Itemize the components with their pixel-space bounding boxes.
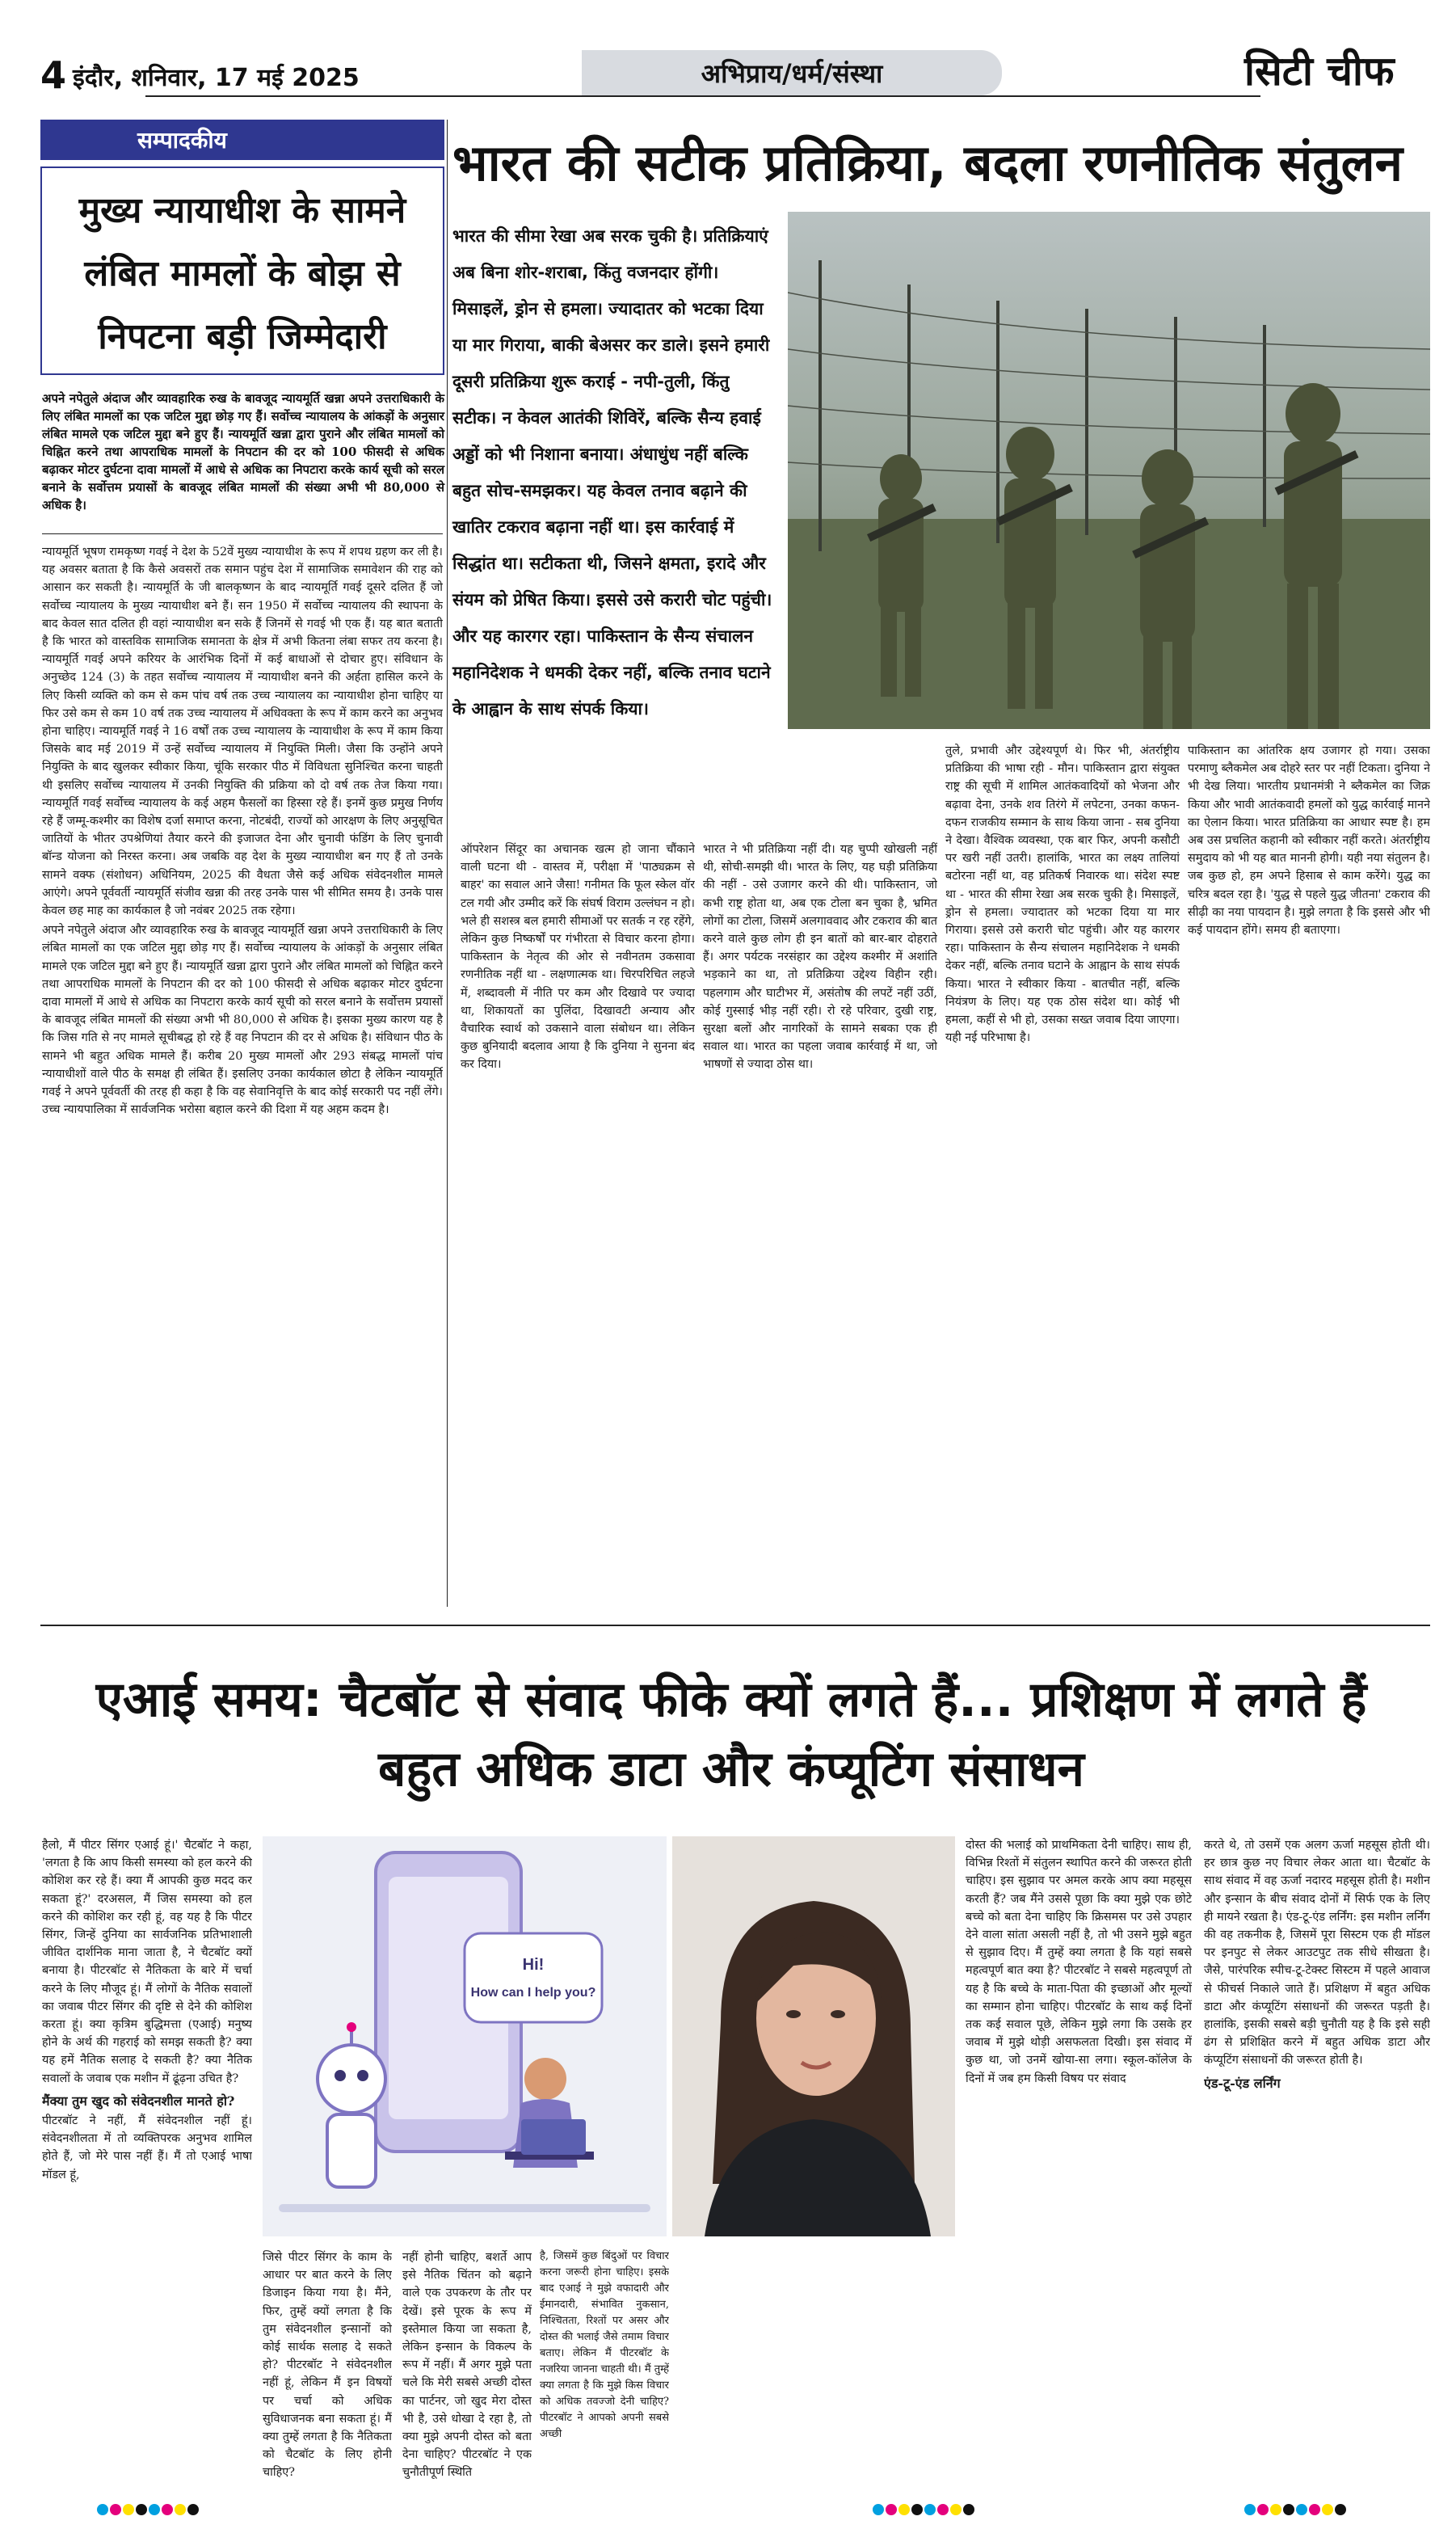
editorial-column-rule bbox=[447, 120, 448, 1607]
main-col-3: तुले, प्रभावी और उद्देश्यपूर्ण थे। फिर भी, अंतर्राष्ट्रीय प्रतिक्रिया की भाषा रही - मौन। पाकिस्तान द्वारा संयुक्त राष्ट्र की सूची में शामिल आतंकवादियों को भेजना और बढ़ावा देना, उनके शव तिरंगे में लपेटना, उनका कफन-दफन राजकीय सम्मान के साथ किया जाना - सब दुनिया ने देखा। वैश्विक व्यवस्था, एक बार फिर, अपनी कसौटी पर खरी नहीं उतरी। हालांकि, भारत का लक्ष्य तालियां बटोरना नहीं था, वह प्रतिकर्ष निवारक था। संदेश स्पष्ट था - भारत की सीमा रेखा अब सरक चुकी है। मिसाइलें, ड्रोन से हमला। ज्यादातर को भटका दिया या मार गिराया। इससे उसे करारी चोट पहुंची। और यह कारगर रहा। पाकिस्तान के सैन्य संचालन महानिदेशक ने धमकी देकर नहीं, बल्कि तनाव घटाने के आह्वान के साथ संपर्क किया। भारत ने स्वीकार किया - बातचीत नहीं, बल्कि नियंत्रण के लिए। यह एक ठोस संदेश था। कोई भी हमला, कहीं से भी हो, उसका सख्त जवाब दिया जाएगा। यही नई परिभाषा है। bbox=[945, 744, 1180, 1045]
editorial-divider bbox=[42, 533, 443, 534]
ai-col-1 bbox=[42, 1836, 252, 2491]
header-rule bbox=[145, 95, 1260, 97]
editorial-body bbox=[42, 543, 443, 1602]
ai-subhead-end-to-end: एंड-टू-एंड लर्निंग bbox=[1204, 2075, 1281, 2091]
editorial-tag: सम्पादकीय bbox=[40, 120, 444, 160]
soldiers-patrol-image bbox=[788, 212, 1430, 729]
print-color-strip-left bbox=[97, 2504, 199, 2515]
ai-col-2: जिसे पीटर सिंगर के काम के आधार पर बात करने के लिए डिजाइन किया गया है। मैंने, फिर, तुम्हें क्यों लगता है कि तुम संवेदनशील इन्सानों को कोई सार्थक सलाह दे सकते हो? पीटरबॉट ने संवेदनशील नहीं हूं, लेकिन मैं इन विषयों पर चर्चा को अधिक सुविधाजनक बना सकता हूं। मैं क्या तुम्हें लगता है कि नैतिकता को चैटबॉट के लिए होनी चाहिए? bbox=[263, 2251, 392, 2480]
ai-col-4: दोस्त की भलाई को प्राथमिकता देनी चाहिए। साथ ही, विभिन्न रिश्तों में संतुलन स्थापित करने की जरूरत होती चाहिए। इस सुझाव पर अमल करके आप क्या महसूस करती हैं? जब मैंने उससे पूछा कि क्या मुझे एक छोटे बच्चे को बता देना चाहिए कि क्रिसमस पर उसे उपहार देने वाला सांता असली नहीं है, तो भी उसने मुझे बहुत से सुझाव दिए। मैं तुम्हें क्या लगता है कि यहां सबसे महत्वपूर्ण बात क्या है? पीटरबॉट ने सबसे महत्वपूर्ण तो यह है कि बच्चे के माता-पिता की इच्छाओं और मूल्यों का सम्मान होना चाहिए। पीटरबॉट के साथ कई दिनों तक कई सवाल पूछे, लेकिन मुझे लगा कि उसके हर जवाब में मुझे थोड़ी असफलता दिखी। इस संवाद में कुछ था, जो उनमें खोया-सा लगा। स्कूल-कॉलेज के दिनों में जब हम किसी विषय पर संवाद bbox=[966, 1839, 1192, 2085]
main-col-1: ऑपरेशन सिंदूर का अचानक खत्म हो जाना चौंकाने वाली घटना थी - वास्तव में, परीक्षा में 'पाठ्यक्रम से बाहर' का सवाल आने जैसा! गनीमत कि फूल स्केल वॉर टल गयी और उम्मीद करें कि संघर्ष विराम उल्लंघन न हो। भले ही सशस्त्र बल हमारी सीमाओं पर सतर्क न रह रहेंगे, लेकिन कुछ निष्कर्षों पर गंभीरता से विचार करना होगा। पाकिस्तान के नेतृत्व की ओर से नवीनतम उकसावा रणनीतिक नहीं था - लक्षणात्मक था। चिरपरिचित लहजे में, शब्दावली में नीति पर कम और दिखावे पर ज्यादा था, शिकायतों का पुलिंदा, दिखावटी अन्याय और वैचारिक स्वार्थ को उकसाने वाला संबोधन था। लेकिन कुछ बुनियादी बदलाव आया है कि दुनिया ने सुनना बंद कर दिया। bbox=[461, 843, 695, 1072]
ai-col-1-tail: पीटरबॉट ने नहीं, मैं संवेदनशील नहीं हूं। संवेदनशीलता में तो व्यक्तिपरक अनुभव शामिल होते हैं, जो मेरे पास नहीं हैं। मैं तो एआई भाषा मॉडल हूं, bbox=[42, 2114, 252, 2181]
main-col-2: भारत ने भी प्रतिक्रिया नहीं दी। यह चुप्पी खोखली नहीं थी, सोची-समझी थी। भारत के लिए, यह घड़ी प्रतिक्रिया की नहीं - उसे उजागर करने की थी। पाकिस्तान, जो कभी राष्ट्र होता था, अब एक टोला बन चुका है, भ्रमित लोगों का टोला, जिसमें अलगाववाद और टकराव की बात करने वाले कुछ लोग ही इन बातों को बार-बार दोहराते हैं। अगर पर्यटक नरसंहार का उद्देश्य कश्मीर में अशांति भड़काने का था, तो प्रतिक्रिया उद्देश्य विहीन रही। पहलगाम और घाटीभर में, असंतोष की लपटें नहीं उठीं, कोई गुस्साई भीड़ नहीं रही। रो रहे परिवार, दुखी राष्ट्र, सुरक्षा बलों और नागरिकों के सामने सबका एक ही सवाल था। भारत का पहला जवाब कार्रवाई में था, जो भाषणों से ज्यादा ठोस था। bbox=[703, 843, 937, 1072]
ai-col-5 bbox=[1204, 1836, 1430, 2491]
main-headline: भारत की सटीक प्रतिक्रिया, बदला रणनीतिक संतुलन bbox=[452, 133, 1403, 192]
story-divider bbox=[40, 1625, 1430, 1626]
ai-col-3: नहीं होनी चाहिए, बशर्ते आप इसे नैतिक चिंतन को बढ़ाने वाले एक उपकरण के तौर पर देखें। इसे पूरक के रूप में इस्तेमाल किया जा सकता है, लेकिन इन्सान के विकल्प के रूप में नहीं। मैं अगर मुझे पता चले कि मेरी सबसे अच्छी दोस्त का पार्टनर, जो खुद मेरा दोस्त भी है, उसे धोखा दे रहा है, तो क्या मुझे अपनी दोस्त को बता देना चाहिए? पीटरबॉट ने एक चुनौतीपूर्ण स्थिति bbox=[402, 2251, 532, 2480]
chatbot-illustration bbox=[263, 1836, 667, 2236]
editorial-lede: अपने नपेतुले अंदाज और व्यावहारिक रुख के बावजूद न्यायमूर्ति खन्ना अपने उत्तराधिकारी के लिए लंबित मामलों का एक जटिल मुद्दा छोड़ गए हैं। सर्वोच्च न्यायालय के आंकड़ों के अनुसार लंबित मामले एक जटिल मुद्दा बने हुए हैं। न्यायमूर्ति खन्ना द्वारा पुराने और लंबित मामलों को चिह्नित करने तथा आपराधिक मामलों के निपटान की दर को 100 फीसदी से अधिक बढ़ाकर मोटर दुर्घटना दावा मामलों में आधे से अधिक का निपटारा करके कार्य सूची को सरल बनाने के सर्वोत्तम प्रयासों के बावजूद लंबित मामलों की संख्या अभी भी 80,000 से अधिक है। bbox=[42, 391, 444, 512]
section-tab: अभिप्राय/धर्म/संस्था bbox=[582, 50, 1002, 95]
brand-logo: सिटी चीफ bbox=[1244, 48, 1395, 95]
chat-bubble-text: Hi! bbox=[522, 1956, 545, 1974]
ai-col-1-text: हैलो, मैं पीटर सिंगर एआई हूं।' चैटबॉट ने कहा, 'लगता है कि आप किसी समस्या को हल करने की कोशिश कर रहे हैं। क्या मैं आपकी कुछ मदद कर सकता हूं?' दरअसल, मैं जिस समस्या को हल करने की कोशिश कर रही हूं, वह यह है कि पीटर सिंगर, जिन्हें दुनिया का सार्वजनिक प्रतिभाशाली जीवित दार्शनिक माना जाता है, ने चैटबॉट क्यों बनाया है। पीटरबॉट से नैतिकता के बारे में चर्चा करने के लिए मौजूद हूं। मैं लोगों के नैतिक सवालों का जवाब पीटर सिंगर की दृष्टि से देने की कोशिश करता हूं। क्या कृत्रिम बुद्धिमत्ता (एआई) मनुष्य होने के अर्थ की गहराई को समझ सकती है? क्या यह हमें नैतिक सलाह दे सकती है? क्या नैतिक सवालों के जवाब एक मशीन में ढूंढ़ना उचित है? bbox=[42, 1839, 252, 2085]
ai-subhead-question: मैंक्या तुम खुद को संवेदनशील मानते हो? bbox=[42, 2093, 235, 2109]
ai-col-5-text: करते थे, तो उसमें एक अलग ऊर्जा महसूस होती थी। हर छात्र कुछ नए विचार लेकर आता था। चैटबॉट के साथ संवाद में वह ऊर्जा नदारद महसूस होती है। मशीन और इन्सान के बीच संवाद दोनों में सिर्फ एक के लिए ही मायने रखता है। एंड-टू-एंड लर्निंग: इस मशीन लर्निंग की वह तकनीक है, जिसमें पूरा सिस्टम एक ही मॉडल पर इनपुट से लेकर आउटपुट तक सीधे सीखता है। जैसे, पारंपरिक स्पीच-टू-टेक्स्ट सिस्टम में पहले आवाज से फीचर्स निकाले जाते हैं। प्रशिक्षण में बहुत अधिक डाटा और कंप्यूटिंग संसाधनों की जरूरत पड़ती है। हालांकि, इसकी सबसे बड़ी चुनौती यह है कि इसे सही ढंग से प्रशिक्षित करने में बहुत अधिक डाटा और कंप्यूटिंग संसाधनों की जरूरत होती है। bbox=[1204, 1839, 1430, 2067]
page-number: 4 bbox=[40, 53, 67, 97]
chat-bubble-text-2: How can I help you? bbox=[470, 1986, 596, 2000]
ai-col-3b: है, जिसमें कुछ बिंदुओं पर विचार करना जरूरी होना चाहिए। इसके बाद एआई ने मुझे वफादारी और ईमानदारी, संभावित नुकसान, निश्चितता, रिश्तों पर असर और दोस्त की भलाई जैसे तमाम विचार बताए। लेकिन मैं पीटरबॉट के नजरिया जानना चाहती थी। मैं तुम्हें क्या लगता है कि मुझे किस विचार को अधिक तवज्जो देनी चाहिए? पीटरबॉट ने आपको अपनी सबसे अच्छी bbox=[540, 2250, 669, 2440]
chatbot-robot-image bbox=[263, 1836, 667, 2236]
editorial-para-1: न्यायमूर्ति भूषण रामकृष्ण गवई ने देश के 52वें मुख्य न्यायाधीश के रूप में शपथ ग्रहण कर ली है। यह अवसर बताता है कि कैसे अवसरों तक समान पहुंच देश में सामाजिक समावेशन की राह को आसान कर सकती है। न्यायमूर्ति के जी बालकृष्णन के बाद न्यायमूर्ति गवई दूसरे दलित हैं जो सर्वोच्च न्यायालय के मुख्य न्यायाधीश बने हैं। सन 1950 में सर्वोच्च न्यायालय की स्थापना के बाद केवल सात दलित ही वहां न्यायाधीश बन सके हैं जिनमें से गवई भी एक हैं। यह बात बताती है कि भारत को वास्तविक सामाजिक समानता के क्षेत्र में अभी कितना लंबा सफर तय करना है। न्यायमूर्ति गवई अपने करियर के आरंभिक दिनों में कई बाधाओं से दोचार हुए। संविधान के अनुच्छेद 124 (3) के तहत सर्वोच्च न्यायालय में न्यायाधीश बनने की अर्हता हासिल करने के लिए किसी व्यक्ति को कम से कम पांच वर्ष तक उच्च न्यायालय का न्यायाधीश होना चाहिए या फिर उसे कम से कम 10 वर्ष तक उच्च न्यायालय में अधिवक्ता के रूप में काम करने का अनुभव होना चाहिए। न्यायमूर्ति गवई ने 16 वर्षों तक उच्च न्यायालय के न्यायाधीश के रूप में काम किया जिसके बाद मई 2019 में उन्हें सर्वोच्च न्यायालय में नियुक्ति मिली। जैसा कि उन्होंने अपने नियुक्ति के बाद खुलकर स्वीकार किया, चूंकि सरकार पीठ में विविधता सुनिश्चित करना चाहती थी इसलिए सर्वोच्च न्यायालय में उनकी नियुक्ति की प्रक्रिया को दो वर्ष तक तेज किया गया। न्यायमूर्ति गवई सर्वोच्च न्यायालय के कई अहम फैसलों का हिस्सा रहे हैं। इनमें कुछ प्रमुख निर्णय रहे हैं जम्मू-कश्मीर का विशेष दर्जा समाप्त करना, नोटबंदी, राज्यों को आरक्षण के लिए अनुसूचित जातियों के भीतर उपश्रेणियां तैयार करने की इजाजत देना और चुनावी फंडिंग के लिए चुनावी बॉन्ड योजना को निरस्त करना। अब जबकि वह देश के मुख्य न्यायाधीश बन गए हैं तो उनके सामने वक्फ (संशोधन) अधिनियम, 2025 की वैधता जैसे कई अधिक संवेदनशील मामले आएंगे। अपने पूर्ववर्ती न्यायमूर्ति संजीव खन्ना की तरह उनके पास भी सीमित समय है। उनके पास केवल छह माह का कार्यकाल है जो नवंबर 2025 तक रहेगा। bbox=[42, 546, 443, 918]
second-headline: एआई समय: चैटबॉट से संवाद फीके क्यों लगते हैं... प्रशिक्षण में लगते हैं बहुत अधिक डाटा और कंप्यूटिंग संसाधन bbox=[95, 1671, 1367, 1798]
print-color-strip-right bbox=[1244, 2504, 1346, 2515]
woman-portrait-image bbox=[672, 1836, 955, 2236]
editorial-title: मुख्य न्यायाधीश के सामने लंबित मामलों के बोझ से निपटना बड़ी जिम्मेदारी bbox=[40, 166, 444, 375]
dateline: इंदौर, शनिवार, 17 मई 2025 bbox=[73, 64, 360, 92]
main-col-4: पाकिस्तान का आंतरिक क्षय उजागर हो गया। उसका परमाणु ब्लैकमेल अब दोहरे स्तर पर नहीं टिकता। दुनिया ने भी देख लिया। भारतीय प्रधानमंत्री ने ब्लैकमेल का जिक्र किया और भावी आतंकवादी हमलों को युद्ध कार्रवाई मानने का ऐलान किया। भारत प्रतिक्रिया का आधार स्पष्ट है। हम अब उस प्रचलित कहानी को स्वीकार नहीं करते। अंतर्राष्ट्रीय समुदाय को भी यह बात माननी होगी। यही नया संतुलन है। जब कुछ हो, हम अपने हिसाब से काम करेंगे। युद्ध का चरित्र बदल रहा है। 'युद्ध से पहले युद्ध जीतना' टकराव की सीढ़ी का नया पायदान है। मुझे लगता है कि इससे और भी कई पायदान होंगे। समय ही बताएगा। bbox=[1188, 744, 1430, 938]
author-portrait bbox=[672, 1836, 955, 2236]
editorial-para-2: अपने नपेतुले अंदाज और व्यावहारिक रुख के बावजूद न्यायमूर्ति खन्ना अपने उत्तराधिकारी के लिए लंबित मामलों का एक जटिल मुद्दा छोड़ गए हैं। सर्वोच्च न्यायालय के आंकड़ों के अनुसार लंबित मामले एक जटिल मुद्दा बने हुए हैं। न्यायमूर्ति खन्ना द्वारा पुराने और लंबित मामलों को चिह्नित करने तथा आपराधिक मामलों के निपटान की दर को 100 फीसदी से अधिक बढ़ाकर मोटर दुर्घटना दावा मामलों में आधे से अधिक का निपटारा करके कार्य सूची को सरल बनाने के सर्वोत्तम प्रयासों के बावजूद लंबित मामलों की संख्या अभी भी 80,000 से अधिक है। इसका मुख्य कारण यह है कि जिस गति से नए मामले सूचीबद्ध हो रहे हैं वह निपटान की दर से अधिक है। संविधान पीठ के सामने भी बहुत अधिक मामले हैं। करीब 20 मुख्य मामलों और 293 संबद्ध मामलों पांच न्यायाधीशों वाले पीठ के समक्ष ही लंबित हैं। इसलिए उनका कार्यकाल छोटा है लेकिन न्यायमूर्ति गवई ने अपने पूर्ववर्ती की तरह ही कहा है कि वह सेवानिवृत्ति के बाद कोई सरकारी पद नहीं लेंगे। उच्च न्यायपालिका में सार्वजनिक भरोसा बहाल करने की दिशा में यह अहम कदम है। bbox=[42, 924, 443, 1117]
print-color-strip-mid bbox=[873, 2504, 974, 2515]
soldiers-photo bbox=[788, 212, 1430, 729]
main-pullquote: भारत की सीमा रेखा अब सरक चुकी है। प्रतिक्रियाएं अब बिना शोर-शराबा, किंतु वजनदार होंगी। मिसाइलें, ड्रोन से हमला। ज्यादातर को भटका दिया या मार गिराया, बाकी बेअसर कर डाले। इसने हमारी दूसरी प्रतिक्रिया शुरू कराई - नपी-तुली, किंतु सटीक। न केवल आतंकी शिविरें, बल्कि सैन्य हवाई अड्डों को भी निशाना बनाया। अंधाधुंध नहीं बल्कि बहुत सोच-समझकर। यह केवल तनाव बढ़ाने की खातिर टकराव बढ़ाना नहीं था। इस कार्रवाई में सिद्धांत था। सटीकता थी, जिसने क्षमता, इरादे और संयम को प्रेषित किया। इससे उसे करारी चोट पहुंची। और यह कारगर रहा। पाकिस्तान के सैन्य संचालन महानिदेशक ने धमकी देकर नहीं, बल्कि तनाव घटाने के आह्वान के साथ संपर्क किया। bbox=[452, 226, 772, 719]
